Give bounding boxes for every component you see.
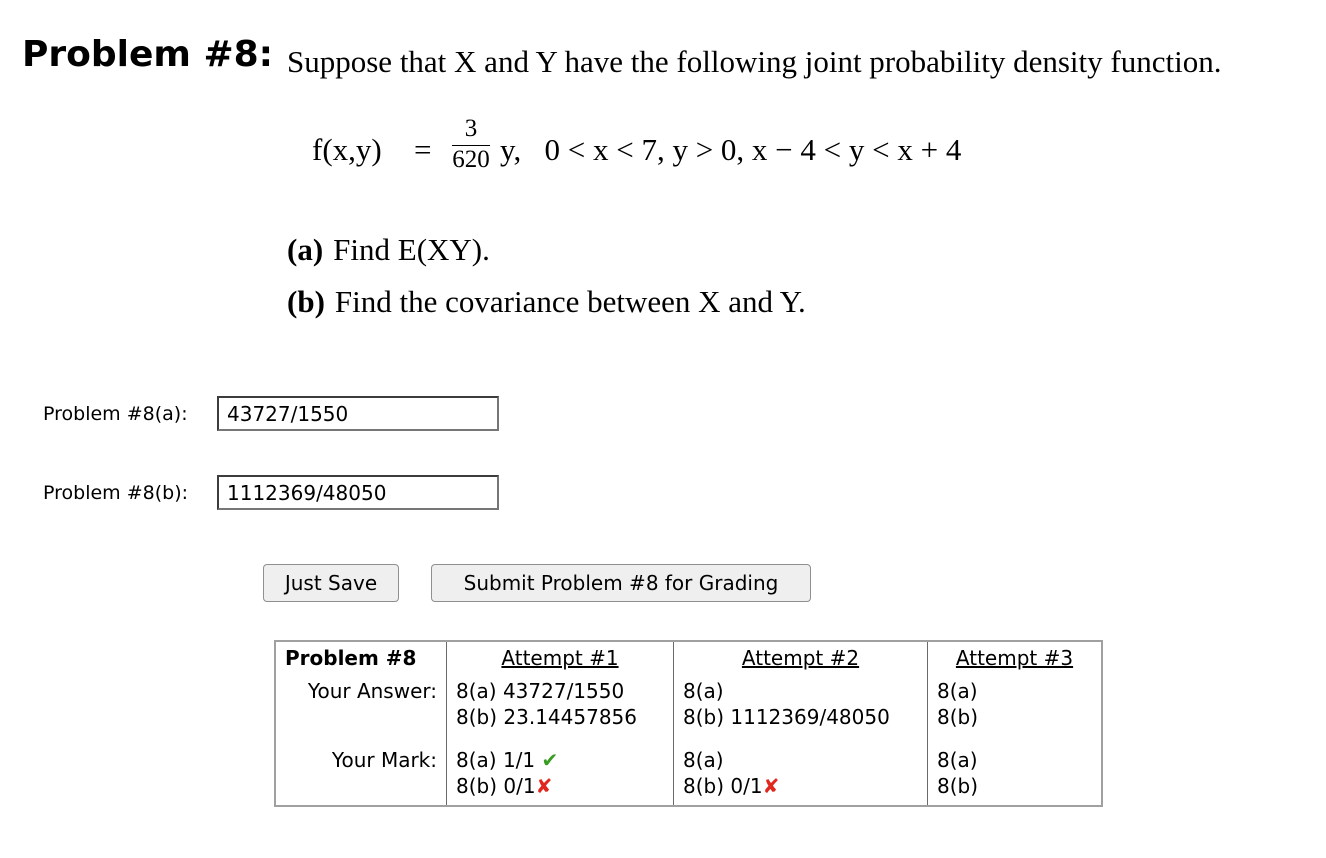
answer-a-label: Problem #8(a):	[43, 403, 188, 425]
attempt-1-answer-a: 8(a) 43727/1550	[456, 679, 625, 704]
history-header-problem: Problem #8	[285, 646, 417, 670]
attempt-2-mark-b: 8(b) 0/1	[683, 774, 763, 799]
answer-a-input[interactable]	[217, 396, 499, 431]
history-header-attempt-1	[447, 641, 674, 675]
mark-row-label: Your Mark:	[331, 748, 437, 773]
attempt-1-answer	[447, 675, 674, 735]
history-header-attempt-3	[928, 641, 1103, 675]
attempt-2-mark-a: 8(a)	[683, 748, 724, 773]
cross-icon: ✘	[535, 774, 553, 799]
problem-title: Problem #8:	[22, 34, 274, 75]
attempt-2-link[interactable]: Attempt #2	[741, 646, 860, 670]
attempt-3-answer	[928, 675, 1103, 735]
check-icon: ✔	[541, 748, 559, 773]
part-b	[287, 284, 806, 320]
fraction-numerator: 3	[464, 115, 478, 142]
cross-icon: ✘	[762, 774, 780, 799]
attempt-1-mark-a-row	[456, 747, 664, 773]
attempt-history-table	[274, 640, 1103, 807]
history-header-attempt-2	[674, 641, 928, 675]
history-answer-row	[275, 675, 1102, 735]
attempt-2-mark	[674, 735, 928, 806]
attempt-1-mark-a: 8(a) 1/1	[456, 748, 536, 773]
formula-lhs: f(x,y)	[312, 132, 382, 167]
part-b-label: (b)	[287, 284, 325, 319]
attempt-2-answer-b: 8(b) 1112369/48050	[683, 705, 890, 730]
formula-fraction	[448, 115, 494, 174]
submit-grading-button[interactable]: Submit Problem #8 for Grading	[431, 564, 811, 602]
answer-b-input[interactable]	[217, 475, 499, 510]
attempt-3-mark	[928, 735, 1103, 806]
attempt-3-link[interactable]: Attempt #3	[955, 646, 1074, 670]
formula-equals: =	[414, 132, 432, 167]
attempt-1-mark-b-row	[456, 773, 664, 799]
attempt-2-mark-b-row	[683, 773, 918, 799]
attempt-3-answer-b: 8(b)	[937, 705, 979, 730]
part-a-text: Find E(XY).	[333, 232, 490, 267]
part-a	[287, 232, 490, 268]
history-mark-row	[275, 735, 1102, 806]
problem-intro: Suppose that X and Y have the following joint probability density function.	[287, 44, 1222, 79]
formula-rhs: y, 0 < x < 7, y > 0, x − 4 < y < x + 4	[500, 132, 962, 167]
answer-b-label: Problem #8(b):	[43, 482, 189, 504]
attempt-3-mark-a: 8(a)	[937, 748, 978, 773]
answer-row-label: Your Answer:	[307, 679, 437, 704]
attempt-2-answer	[674, 675, 928, 735]
attempt-2-answer-a: 8(a)	[683, 679, 724, 704]
attempt-1-answer-b: 8(b) 23.14457856	[456, 705, 637, 730]
attempt-3-answer-a: 8(a)	[937, 679, 978, 704]
fraction-denominator: 620	[452, 146, 490, 173]
attempt-3-mark-b: 8(b)	[937, 774, 979, 799]
part-a-label: (a)	[287, 232, 324, 267]
attempt-1-link[interactable]: Attempt #1	[501, 646, 619, 670]
history-header-row	[275, 641, 1102, 675]
just-save-button[interactable]: Just Save	[263, 564, 399, 602]
attempt-1-mark-b: 8(b) 0/1	[456, 774, 536, 799]
part-b-text: Find the covariance between X and Y.	[334, 284, 806, 319]
attempt-1-mark	[447, 735, 674, 806]
